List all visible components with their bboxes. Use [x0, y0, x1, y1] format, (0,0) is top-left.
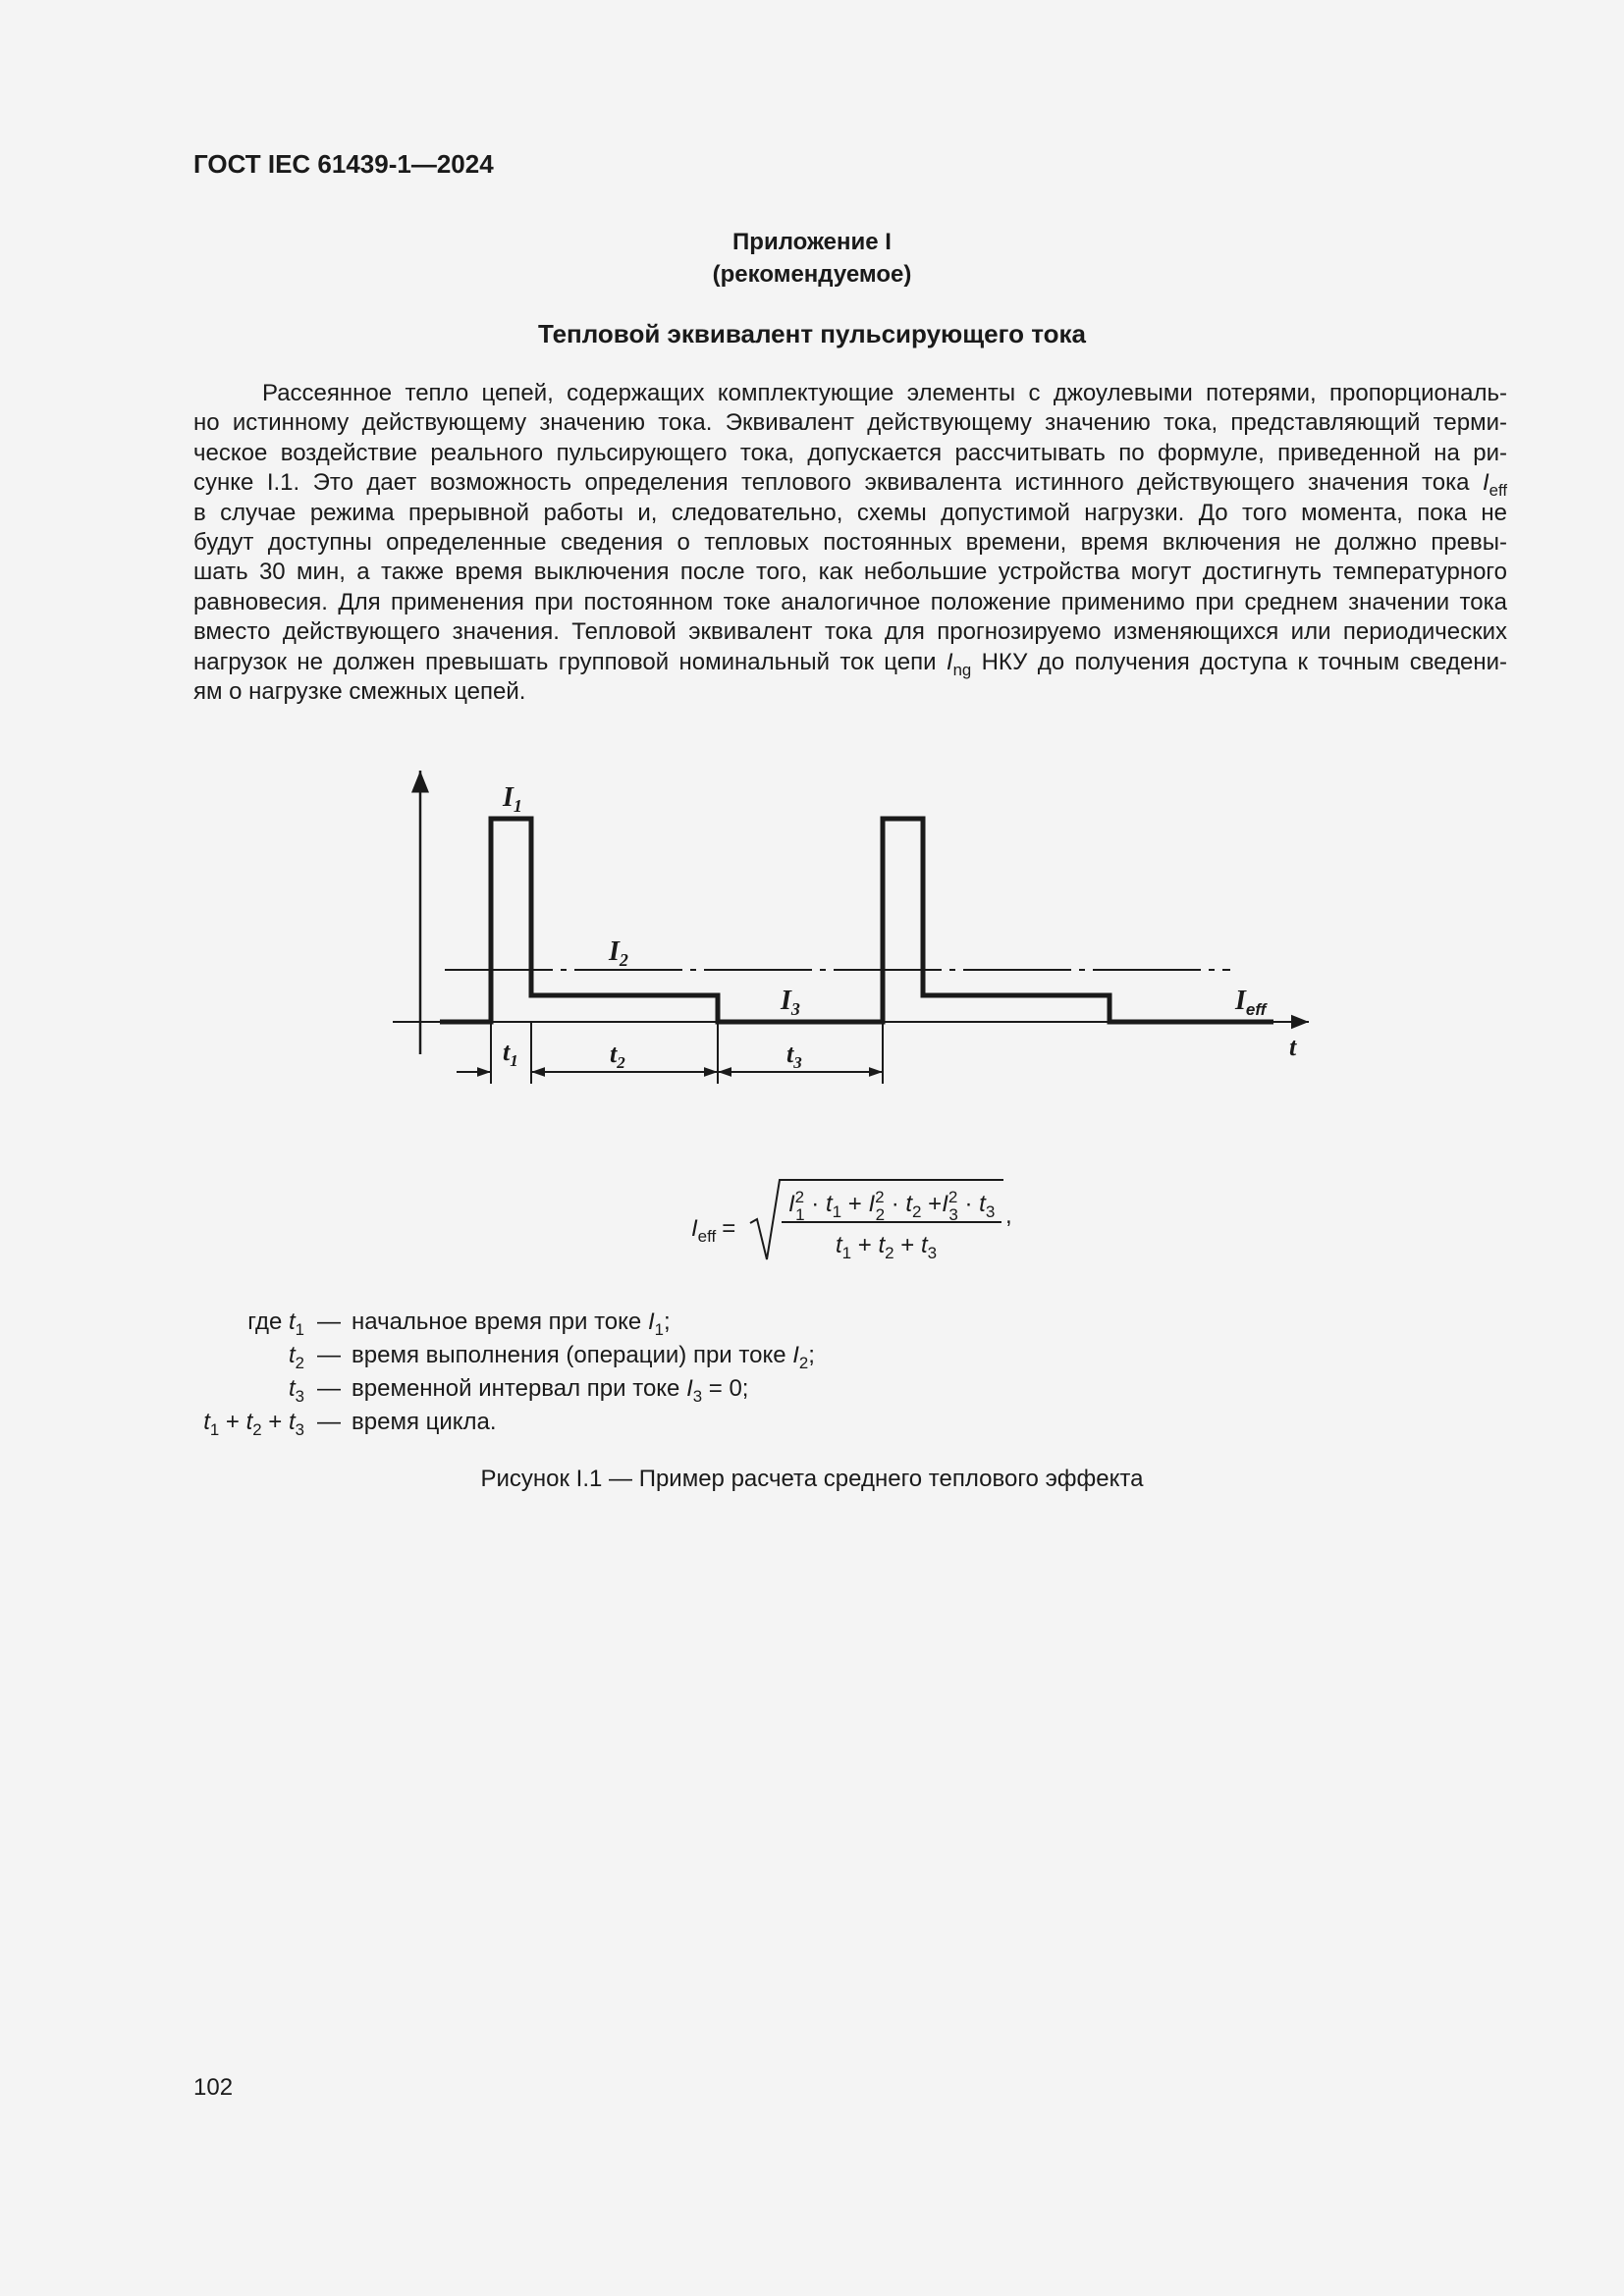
label-t3: $t_3$	[786, 1040, 802, 1072]
section-title: Тепловой эквивалент пульсирующего тока	[538, 319, 1086, 348]
ing-symbol: I	[946, 648, 953, 675]
appendix-subtitle: (рекомендуемое)	[712, 261, 912, 288]
label-I2: $I_2$	[609, 936, 628, 970]
paragraph-line: в случае режима прерывной работы и, следовательно, схемы допустимой нагрузки. До того момента, пока не	[193, 499, 1507, 526]
paragraph-line: будут доступны определенные сведения о тепловых постоянных времени, время включения не должно превы-	[193, 529, 1507, 557]
definitions-list	[0, 1306, 1624, 1439]
definition-row: $t_2$ — время выполнения (операции) при токе $I_2$;	[288, 1342, 815, 1372]
formula-denominator: $t_1 + t_2 + t_3$	[836, 1232, 938, 1262]
formula-numerator: $I^2$ $1 \cdot t_1 + I^2$ $2 \cdot t_2 +I^2$ $3 \cdot t_3$	[788, 1188, 996, 1224]
label-I3: $I_3$	[781, 986, 800, 1019]
definition-row: $t_1 + t_2 + t_3$ — время цикла.	[203, 1409, 497, 1439]
paragraph-line: Рассеянное тепло цепей, содержащих комплектующие элементы с джоулевыми потерями, пропорциональ-	[262, 380, 1507, 406]
label-t2: $t_2$	[610, 1040, 625, 1072]
appendix-title: Приложение I	[732, 229, 892, 255]
paragraph-line: сунке I.1. Это дает возможность определения теплового эквивалента истинного действующего значения тока $I_{eff}$	[193, 469, 1507, 501]
label-t-axis: t	[1289, 1033, 1297, 1061]
paragraph-line: равновесия. Для применения при постоянном токе аналогичное положение применимо при среднем значении тока	[193, 588, 1507, 615]
formula-lhs: $I_{eff}$ =	[691, 1215, 736, 1246]
paragraph-line: ям о нагрузке смежных цепей.	[193, 678, 526, 706]
definition-row: $t_3$ — временной интервал при токе $I_3 = 0$;	[288, 1375, 749, 1406]
ieff-symbol: I	[1482, 469, 1489, 497]
figure-caption: Рисунок I.1 — Пример расчета среднего теплового эффекта	[480, 1466, 1144, 1492]
definition-row: где $t_1$ — начальное время при токе $I_1$;	[247, 1308, 671, 1339]
formula-trailing: ,	[1005, 1202, 1012, 1229]
paragraph-line: вместо действующего значения. Тепловой эквивалент тока для прогнозируемо изменяющихся или периодических	[193, 618, 1507, 646]
paragraph-line: нагрузок не должен превышать групповой номинальный ток цепи $I_{ng}$ НКУ до получения доступа к точным сведени-	[193, 648, 1508, 679]
label-t1: $t_1$	[503, 1038, 518, 1070]
paragraph-line: шать 30 мин, а также время выключения после того, как небольшие устройства могут достигнуть температурного	[193, 559, 1507, 586]
paragraph-line: ческое воздействие реального пульсирующего тока, допускается рассчитывать по формуле, приведенной на ри-	[193, 439, 1507, 466]
document-header: ГОСТ IEC 61439-1—2024	[193, 149, 494, 179]
page-number: 102	[193, 2074, 234, 2101]
label-I1: $I_1$	[503, 782, 522, 816]
label-Ieff: $I_{eff}$	[1235, 986, 1267, 1019]
paragraph-line: но истинному действующему значению тока. Эквивалент действующему значению тока, представляющий терми-	[193, 409, 1507, 437]
